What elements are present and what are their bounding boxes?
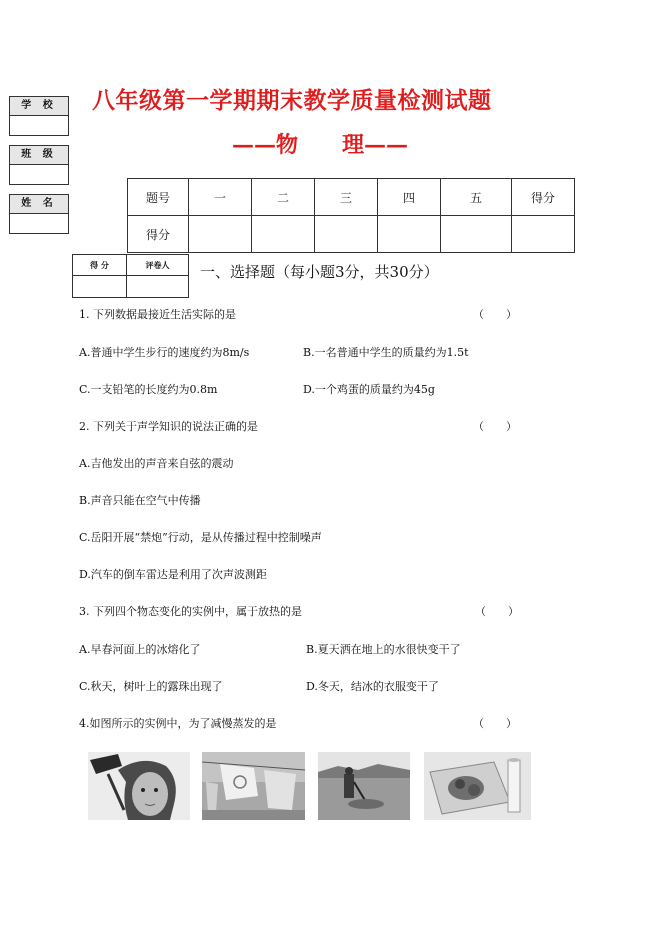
option: A.早春河面上的冰熔化了 (79, 643, 201, 656)
section-title: 一、选择题（每小题3分，共30分） (200, 263, 439, 281)
score-table (127, 178, 575, 253)
score-table-score-row (128, 216, 575, 253)
grader-name-label: 评卷人 (127, 255, 189, 276)
answer-paren[interactable]: （ ） (473, 308, 517, 321)
answer-paren[interactable]: （ ） (473, 420, 517, 433)
question-stem: 3. 下列四个物态变化的实例中，属于放热的是 (79, 605, 302, 618)
exam-subject: ——物 理—— (232, 132, 409, 158)
class-field[interactable] (10, 165, 68, 184)
name-label: 姓 名 (10, 195, 68, 214)
score-table-header-row (128, 179, 575, 216)
option: C.一支铅笔的长度约为0.8m (79, 383, 218, 396)
score-cell[interactable] (189, 216, 252, 253)
score-header: 五 (441, 179, 512, 216)
name-box (9, 194, 69, 234)
sweeping-water-photo (318, 752, 410, 820)
class-label: 班 级 (10, 146, 68, 165)
option: D.冬天，结冰的衣服变干了 (306, 680, 439, 693)
grader-table (72, 254, 189, 298)
option: B.夏天洒在地上的水很快变干了 (306, 643, 461, 656)
option: C.秋天，树叶上的露珠出现了 (79, 680, 223, 693)
grader-name-cell[interactable] (127, 276, 189, 298)
question-stem: 2. 下列关于声学知识的说法正确的是 (79, 420, 258, 433)
score-header: 一 (189, 179, 252, 216)
question-stem: 4.如图所示的实例中，为了减慢蒸发的是 (79, 717, 277, 730)
option: B.声音只能在空气中传播 (79, 494, 201, 507)
score-header: 三 (315, 179, 378, 216)
school-field[interactable] (10, 116, 68, 135)
score-cell[interactable] (315, 216, 378, 253)
option: B.一名普通中学生的质量约为1.5t (303, 346, 469, 359)
question-stem: 1. 下列数据最接近生活实际的是 (79, 308, 236, 321)
option: D.汽车的倒车雷达是利用了次声波测距 (79, 568, 267, 581)
school-label: 学 校 (10, 97, 68, 116)
name-field[interactable] (10, 214, 68, 233)
score-cell[interactable] (441, 216, 512, 253)
score-cell[interactable] (512, 216, 575, 253)
score-cell[interactable] (378, 216, 441, 253)
score-header: 二 (252, 179, 315, 216)
score-header: 得分 (512, 179, 575, 216)
grader-score-label: 得 分 (73, 255, 127, 276)
score-header: 题号 (128, 179, 189, 216)
clothes-drying-photo (202, 752, 305, 820)
answer-paren[interactable]: （ ） (473, 717, 517, 730)
answer-paren[interactable]: （ ） (475, 605, 519, 618)
option: D.一个鸡蛋的质量约为45g (303, 383, 435, 396)
exam-title: 八年级第一学期期末教学质量检测试题 (92, 87, 492, 114)
option: A.普通中学生步行的速度约为8m/s (79, 346, 250, 359)
school-box (9, 96, 69, 136)
hair-dryer-photo (88, 752, 190, 820)
score-cell[interactable] (252, 216, 315, 253)
option: A.吉他发出的声音来自弦的震动 (79, 457, 234, 470)
option: C.岳阳开展“禁炮”行动，是从传播过程中控制噪声 (79, 531, 322, 544)
grader-score-cell[interactable] (73, 276, 127, 298)
plastic-wrap-vegetables-photo (424, 752, 531, 820)
class-box (9, 145, 69, 185)
score-row-label: 得分 (128, 216, 189, 253)
score-header: 四 (378, 179, 441, 216)
